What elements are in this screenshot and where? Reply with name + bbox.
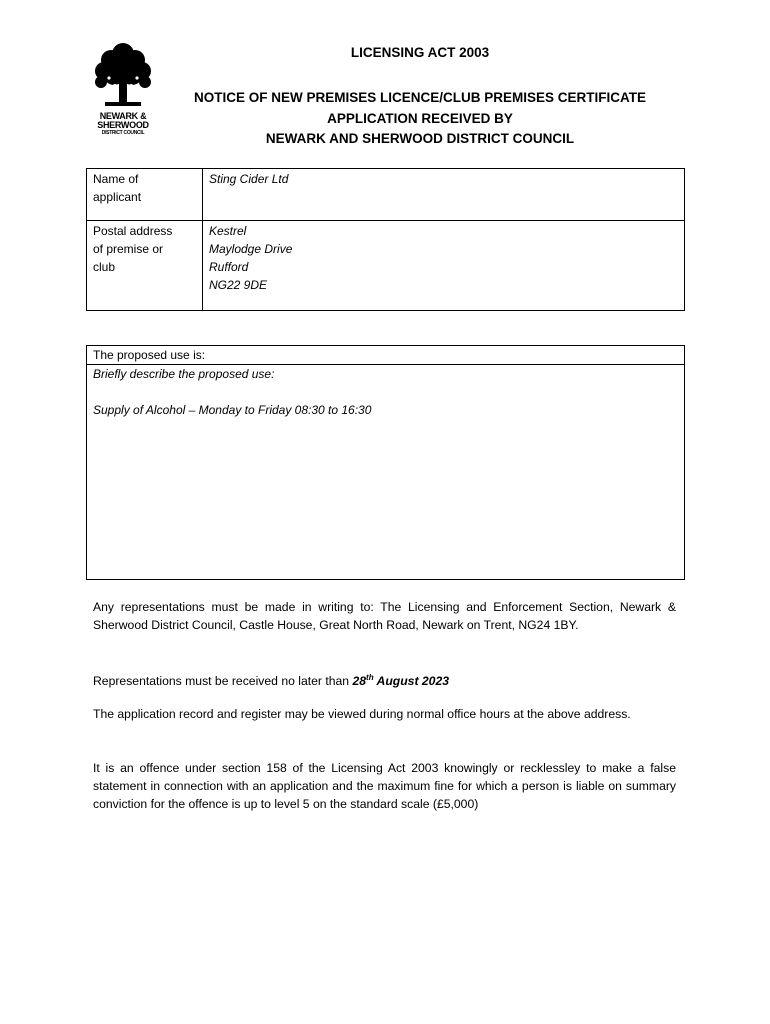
applicant-details-table bbox=[86, 168, 685, 311]
deadline-text bbox=[93, 669, 676, 690]
logo-text-line1: NEWARK & bbox=[99, 111, 147, 121]
table-row bbox=[87, 169, 685, 221]
notice-title bbox=[170, 88, 670, 150]
address-line: NG22 9DE bbox=[209, 278, 268, 292]
notice-title-line3: NEWARK AND SHERWOOD DISTRICT COUNCIL bbox=[265, 131, 575, 146]
notice-title-line2: APPLICATION RECEIVED BY bbox=[327, 110, 513, 126]
address-label-line: club bbox=[93, 260, 116, 274]
address-line: Kestrel bbox=[209, 224, 247, 238]
act-title: LICENSING ACT 2003 bbox=[350, 45, 490, 60]
representations-address-text: Any representations must be made in writing to: The Licensing and Enforcement Section, Newark & Sherwood District Council, Castle House, Great North Road, Newark on Trent, NG24 1BY. bbox=[93, 600, 676, 632]
offence-text: It is an offence under section 158 of the Licensing Act 2003 knowingly or recklessley to make a false statement in connection with an application and the maximum fine for which a person is liable on summary conviction for the offence is up to level 5 on the standard scale (£5,000) bbox=[93, 761, 676, 811]
deadline-day: 28 bbox=[352, 674, 367, 689]
address-label-line: of premise or bbox=[93, 242, 164, 256]
proposed-use-body bbox=[87, 365, 684, 419]
address-line: Maylodge Drive bbox=[209, 242, 293, 256]
deadline-month-year: August 2023 bbox=[376, 674, 450, 689]
name-label bbox=[87, 169, 203, 221]
name-label-line: applicant bbox=[93, 190, 142, 204]
council-logo bbox=[90, 40, 156, 140]
deadline-date bbox=[352, 674, 449, 688]
logo-text-line3: DISTRICT COUNCIL bbox=[101, 130, 145, 136]
oak-tree-icon bbox=[93, 40, 153, 110]
table-row bbox=[87, 221, 685, 311]
proposed-use-value: Supply of Alcohol – Monday to Friday 08:30 to 16:30 bbox=[93, 403, 372, 417]
proposed-use-header: The proposed use is: bbox=[87, 346, 684, 365]
address-label bbox=[87, 221, 203, 311]
address-label-line: Postal address bbox=[93, 224, 173, 238]
notice-title-line1: NOTICE OF NEW PREMISES LICENCE/CLUB PREMISES CERTIFICATE bbox=[193, 90, 647, 105]
deadline-suffix: th bbox=[366, 673, 374, 682]
address-line: Rufford bbox=[209, 260, 249, 274]
deadline-prefix: Representations must be received no later than bbox=[93, 674, 350, 689]
name-label-line: Name of bbox=[93, 172, 139, 186]
postal-address-value bbox=[203, 221, 685, 311]
logo-text-line2: SHERWOOD bbox=[97, 120, 149, 130]
proposed-use-box bbox=[86, 345, 685, 580]
viewing-text: The application record and register may be viewed during normal office hours at the above address. bbox=[93, 707, 631, 721]
proposed-use-prompt: Briefly describe the proposed use: bbox=[93, 367, 275, 381]
applicant-name-value: Sting Cider Ltd bbox=[203, 169, 685, 221]
